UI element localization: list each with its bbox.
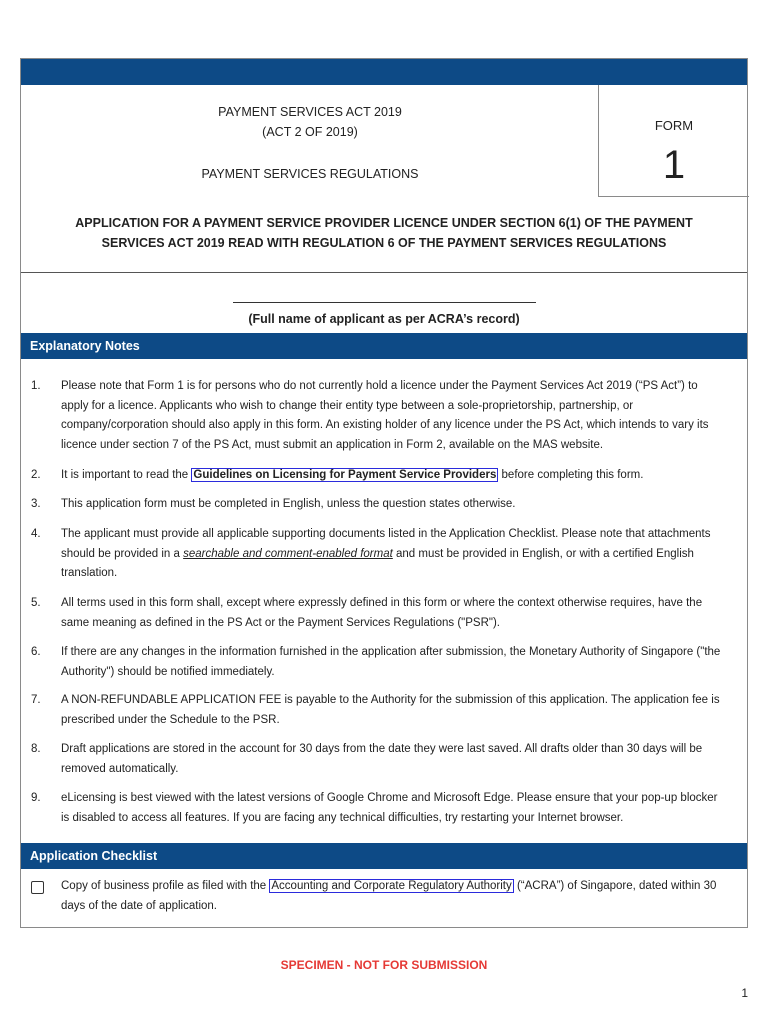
note-number: 1. (31, 380, 41, 392)
checklist-checkbox[interactable] (31, 881, 44, 894)
note-text: eLicensing is best viewed with the latest versions of Google Chrome and Microsoft Edge. Please ensure that your pop-up blocker is disabled to access all features. If you are facing any technical difficulties, try restarting your Internet browser. (61, 792, 718, 824)
application-title-line2: SERVICES ACT 2019 READ WITH REGULATION 6 OF THE PAYMENT SERVICES REGULATIONS (101, 235, 667, 250)
note-text-before: The applicant must provide all applicable supporting documents listed in the Application Checklist. Please note that attachments should be provided in a (61, 528, 711, 560)
note-text: Draft applications are stored in the account for 30 days from the date they were last saved. All drafts older than 30 days will be removed automatically. (61, 743, 703, 775)
note-number: 5. (31, 597, 41, 609)
note-text: A NON-REFUNDABLE APPLICATION FEE is payable to the Authority for the submission of this application. The application fee is prescribed under the Schedule to the PSR. (61, 694, 720, 726)
checklist-text (61, 877, 721, 916)
page-number: 1 (741, 986, 748, 1000)
guidelines-link[interactable]: Guidelines on Licensing for Payment Service Providers (193, 469, 497, 481)
note-text: This application form must be completed in English, unless the question states otherwise. (61, 498, 516, 510)
note-text-before: It is important to read the (61, 469, 192, 481)
note-number: 3. (31, 498, 41, 510)
note-text: If there are any changes in the information furnished in the application after submission, the Monetary Authority of Singapore ("the Authority") should be notified immediately. (61, 646, 721, 678)
form-frame (20, 58, 748, 928)
note-text: All terms used in this form shall, except where expressly defined in this form or where the context otherwise requires, have the same meaning as defined in the PS Act or the Payment Services Regulations ("PSR"). (61, 597, 703, 629)
applicant-name-caption: (Full name of applicant as per ACRA’s record) (248, 312, 520, 326)
specimen-watermark: SPECIMEN - NOT FOR SUBMISSION (280, 958, 488, 972)
note-text-after: and must be provided in English, or with a certified English translation. (61, 547, 694, 580)
header-bar (21, 59, 747, 85)
note-number: 7. (31, 694, 41, 706)
form-number-box (598, 85, 749, 197)
application-checklist-header: Application Checklist (21, 843, 747, 869)
note-emphasis: searchable and comment-enabled format (183, 547, 393, 560)
checklist-text-after: (“ACRA”) of Singapore, dated within 30 days of the date of application. (61, 880, 717, 912)
application-title (31, 214, 737, 253)
form-number: 1 (662, 143, 686, 187)
note-number: 9. (31, 792, 41, 804)
note-text-after: before completing this form. (498, 469, 644, 481)
note-number: 6. (31, 646, 41, 658)
divider (21, 272, 747, 273)
note-text (61, 466, 721, 486)
application-title-line1: APPLICATION FOR A PAYMENT SERVICE PROVIDER LICENCE UNDER SECTION 6(1) OF THE PAYMENT (75, 216, 693, 230)
note-number: 2. (31, 469, 41, 481)
regulations-title: PAYMENT SERVICES REGULATIONS (201, 167, 419, 181)
explanatory-notes-header: Explanatory Notes (21, 333, 747, 359)
note-number: 8. (31, 743, 41, 755)
note-text: Please note that Form 1 is for persons who do not currently hold a licence under the Payment Services Act 2019 (“PS Act”) to apply for a licence. Applicants who wish to change their entity type between a sole-proprietorship, partnership, or company/corporation should also apply in this form. An existing holder of any licence under the PS Act, which intends to vary its licence under section 7 of the PS Act, must submit an application in Form 2, available on the MAS website. (61, 380, 709, 452)
note-text (61, 525, 721, 584)
act-title: PAYMENT SERVICES ACT 2019 (218, 105, 402, 119)
act-number: (ACT 2 OF 2019) (262, 125, 358, 139)
note-number: 4. (31, 528, 41, 540)
checklist-text-before: Copy of business profile as filed with the (61, 880, 270, 892)
form-label: FORM (654, 118, 694, 133)
acra-link[interactable]: Accounting and Corporate Regulatory Authority (271, 880, 512, 892)
applicant-name-field[interactable] (233, 302, 536, 303)
